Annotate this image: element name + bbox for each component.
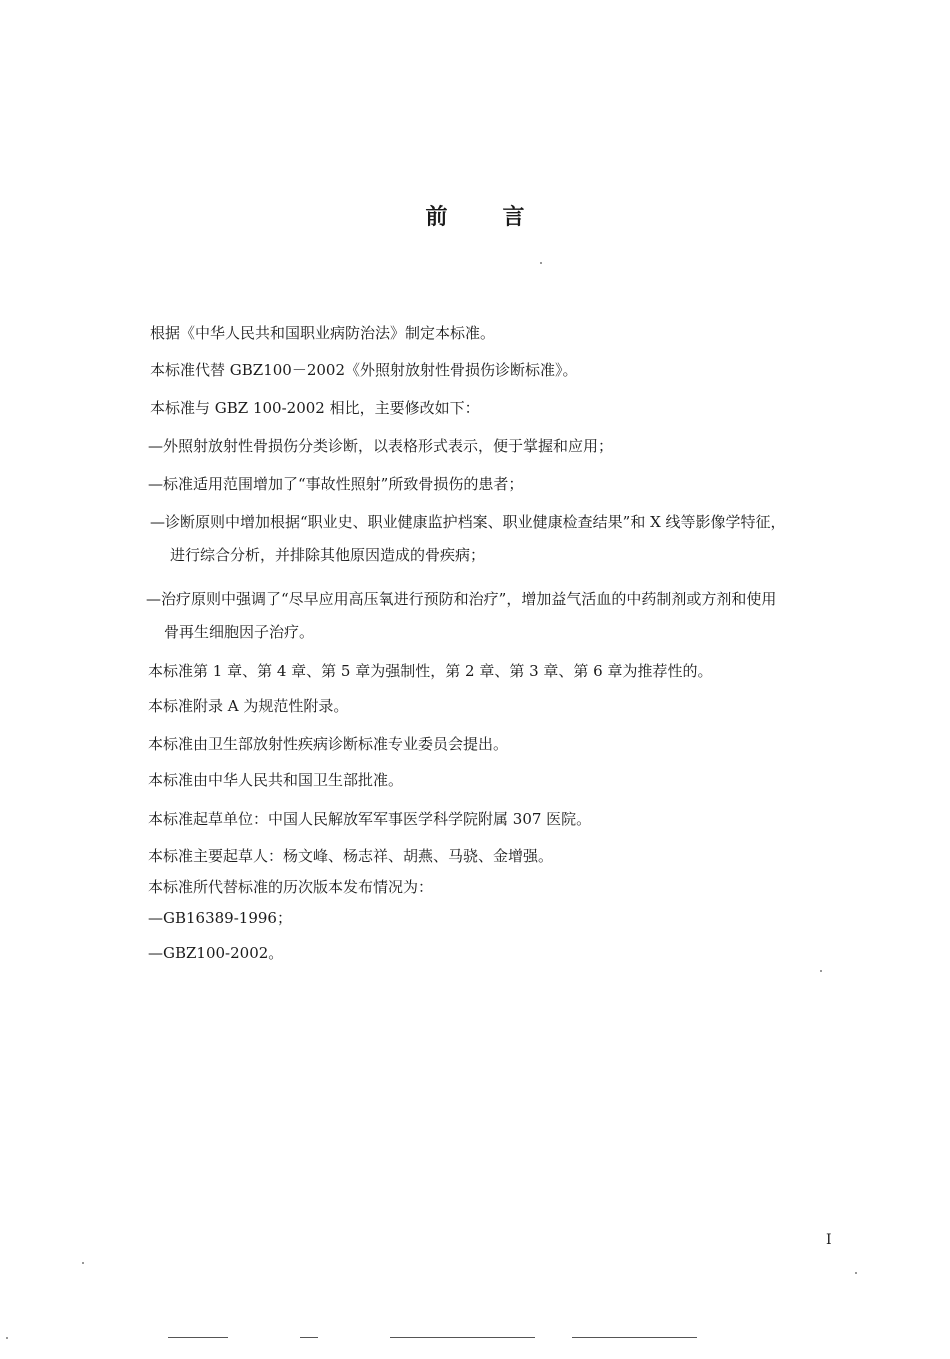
paragraph-history-intro: 本标准所代替标准的历次版本发布情况为： [148, 878, 434, 896]
scan-speck [540, 262, 542, 264]
scan-artifact-rule [168, 1337, 228, 1338]
page-title [0, 200, 950, 231]
scan-speck [855, 1272, 857, 1274]
paragraph-drafters: 本标准主要起草人：杨文峰、杨志祥、胡燕、马骁、金增强。 [148, 847, 554, 865]
paragraph-approved: 本标准由中华人民共和国卫生部批准。 [148, 771, 404, 789]
history-item-gbz100: —GBZ100-2002。 [148, 944, 284, 962]
title-char-1: 前 [425, 204, 448, 230]
list-item-treatment: —治疗原则中强调了“尽早应用高压氧进行预防和治疗”，增加益气活血的中药制剂或方剂和使用 [146, 590, 777, 608]
scan-artifact-rule [572, 1337, 697, 1338]
title-char-2: 言 [502, 204, 525, 230]
history-item-gb16389: —GB16389-1996； [148, 909, 292, 927]
paragraph-basis: 根据《中华人民共和国职业病防治法》制定本标准。 [150, 324, 496, 342]
paragraph-drafting-unit: 本标准起草单位：中国人民解放军军事医学科学院附属 307 医院。 [148, 810, 592, 828]
scan-speck [820, 970, 822, 972]
paragraph-chapters: 本标准第 1 章、第 4 章、第 5 章为强制性，第 2 章、第 3 章、第 6 章为推荐性的。 [148, 662, 713, 680]
scan-artifact-rule [390, 1337, 535, 1338]
scan-speck [6, 1337, 8, 1339]
list-item-scope: —标准适用范围增加了“事故性照射”所致骨损伤的患者； [148, 475, 524, 493]
paragraph-proposed: 本标准由卫生部放射性疾病诊断标准专业委员会提出。 [148, 735, 509, 753]
paragraph-changes-intro: 本标准与 GBZ 100-2002 相比，主要修改如下： [150, 399, 480, 417]
scan-speck [82, 1262, 84, 1264]
list-item-treatment-cont: 骨再生细胞因子治疗。 [164, 623, 315, 641]
scan-artifact-rule [300, 1337, 318, 1338]
page-number: I [826, 1232, 832, 1248]
list-item-classification: —外照射放射性骨损伤分类诊断，以表格形式表示，便于掌握和应用； [148, 437, 614, 455]
list-item-diagnosis: —诊断原则中增加根据“职业史、职业健康监护档案、职业健康检查结果”和 X 线等影像学特征， [150, 513, 786, 531]
paragraph-appendix: 本标准附录 A 为规范性附录。 [148, 697, 349, 715]
paragraph-replaces: 本标准代替 GBZ100－2002《外照射放射性骨损伤诊断标准》。 [150, 361, 578, 379]
list-item-diagnosis-cont: 进行综合分析，并排除其他原因造成的骨疾病； [170, 546, 486, 564]
